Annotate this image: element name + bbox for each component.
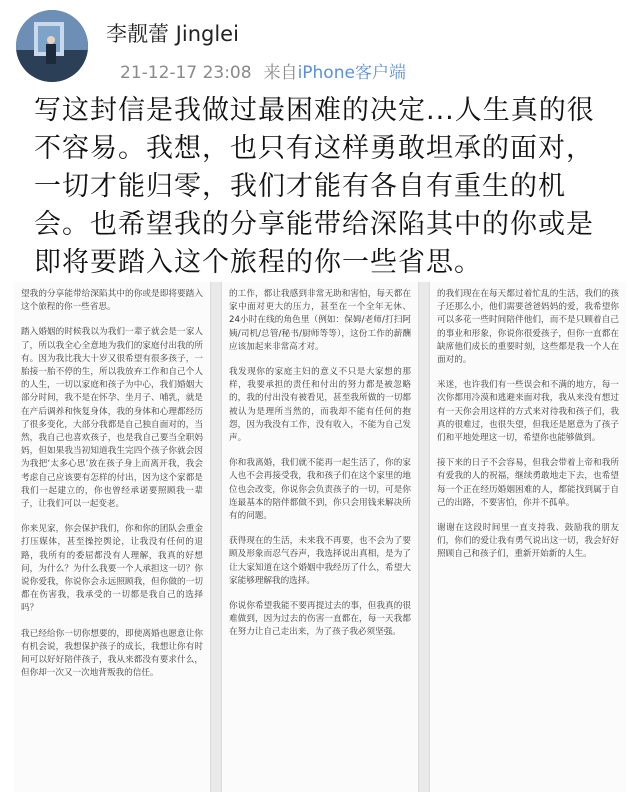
letter-page-3 bbox=[430, 282, 626, 792]
source-app-link[interactable]: iPhone客户端 bbox=[297, 63, 406, 83]
avatar-photo-icon bbox=[16, 10, 88, 82]
letter-paragraph: 米迷，也许我们有一些误会和不满的地方，每一次你都用冷漠和逃避来面对我，我从来没有想过有一天你会用这样的方式来对待我和孩子们，我真的很难过，也很失望，但我还是愿意为了孩子们和平地处理这一切，希望你也能够做到。 bbox=[437, 380, 619, 444]
letter-image[interactable] bbox=[14, 282, 626, 792]
letter-page-2 bbox=[222, 282, 418, 792]
letter-paragraph: 望我的分享能带给深陷其中的你或是即将要踏入这个旅程的你一些省思。 bbox=[21, 289, 203, 313]
post-timestamp: 21-12-17 23:08 bbox=[120, 63, 252, 83]
letter-page-1 bbox=[14, 282, 210, 792]
letter-paragraph: 的我们现在在每天都过着忙乱的生活，我们的孩子还那么小，他们需要爸爸妈妈的爱，我希望你可以多花一些时间陪伴他们，而不是只顾着自己的事业和形象，你说你很爱孩子，但你一直都在缺席他们成长的重要时刻，这些都是我一个人在面对的。 bbox=[437, 289, 619, 366]
post-header bbox=[0, 0, 640, 88]
letter-paragraph: 的工作，都让我感到非常无助和害怕，每天都在家中面对更大的压力，甚至在一个全年无休、24小时在线的角色里（例如：保姆/老师/打扫阿姨/司机/总管/秘书/厨师等等），这份工作的薪酬应该加起来非常高才对。 bbox=[229, 289, 411, 352]
letter-paragraph: 你和我离婚，我们就不能再一起生活了，你的家人也不会再接受我，我和孩子们在这个家里的地位也会改变，你说你会负责孩子的一切，可是你连最基本的陪伴都做不到，你只会用钱来解决所有的问题。 bbox=[229, 458, 411, 522]
letter-paragraph: 踏入婚姻的时候我以为我们一辈子就会是一家人了，所以我全心全意地为我们的家庭付出我的所有。因为我比我大十岁又很希望有很多孩子，一胎接一胎不停的生，所以我放弃工作和自己个人的人生，一切以家庭和孩子为中心，我们婚姻大部分时间，我不是在怀孕、坐月子、哺乳，就是在产后调养和恢复身体，我的身体和心理都经历了很多变化，大部分我都是自己独自面对的，当然，我自己也喜欢孩子，也是我自己要当全职妈妈，但如果我当初知道我生完四个孩子你就会因为我把‘太多心思’放在孩子身上而离开我，我会考虑自己应该要有怎样的付出，因为这个家都是我们一起建立的，你也曾经承诺要照顾我一辈子，让我们可以一起变老。 bbox=[21, 327, 203, 510]
letter-paragraph: 我已经给你一切你想要的，即使离婚也愿意让你有机会说，我想保护孩子的成长，我想让你有时间可以好好陪伴孩子，我从来都没有要求什么，但你却一次又一次地背叛我的信任。 bbox=[21, 628, 203, 679]
username[interactable]: 李靓蕾 Jinglei bbox=[106, 22, 239, 46]
letter-paragraph: 你来见家，你会保护我们，你和你的团队会重金打压媒体，甚至操控舆论，让我没有任何的退路，我所有的委屈都没有人理解，我真的好想问，为什么？为什么我要一个人承担这一切？你说你爱我，你说你会永远照顾我，但你做的一切都在伤害我，我承受的一切都是我自己的选择吗？ bbox=[21, 524, 203, 614]
avatar[interactable] bbox=[16, 10, 88, 82]
letter-paragraph: 你说你希望我能不要再提过去的事，但我真的很难做到，因为过去的伤害一直都在，每一天我都在努力让自己走出来，为了孩子我必须坚强。 bbox=[229, 601, 411, 638]
letter-paragraph: 我发现你的家庭主妇的意义不只是大家想的那样，我要承担的责任和付出的努力都是被忽略的，我的付出没有被看见，甚至我所做的一切都被认为是理所当然的，而我却不能有任何的抱怨，因为我没有工作，没有收入，不能为自己发声。 bbox=[229, 367, 411, 444]
source-prefix: 来自 bbox=[263, 63, 298, 83]
letter-paragraph: 接下来的日子不会容易，但我会带着上帝和我所有爱我的人的祝福，继续勇敢地走下去，也希望每一个正在经历婚姻困难的人，都能找到属于自己的出路，不要害怕，你并不孤单。 bbox=[437, 458, 619, 508]
post-body-text: 写这封信是我做过最困难的决定...人生真的很不容易。我想，也只有这样勇敢坦承的面对，一切才能归零，我们才能有各自有重生的机会。也希望我的分享能带给深陷其中的你或是即将要踏入这个旅程的你一些省思。 bbox=[34, 95, 595, 278]
letter-paragraph: 获得现在的生活，未来我不再要，也不会为了要顾及形象而忍气吞声，我选择说出真相，是为了让大家知道在这个婚姻中我经历了什么，希望大家能够理解我的选择。 bbox=[229, 536, 411, 586]
post-meta bbox=[120, 58, 406, 83]
letter-paragraph: 谢谢在这段时间里一直支持我、鼓励我的朋友们，你们的爱让我有勇气说出这一切，我会好好照顾自己和孩子们，重新开始新的人生。 bbox=[437, 523, 619, 560]
